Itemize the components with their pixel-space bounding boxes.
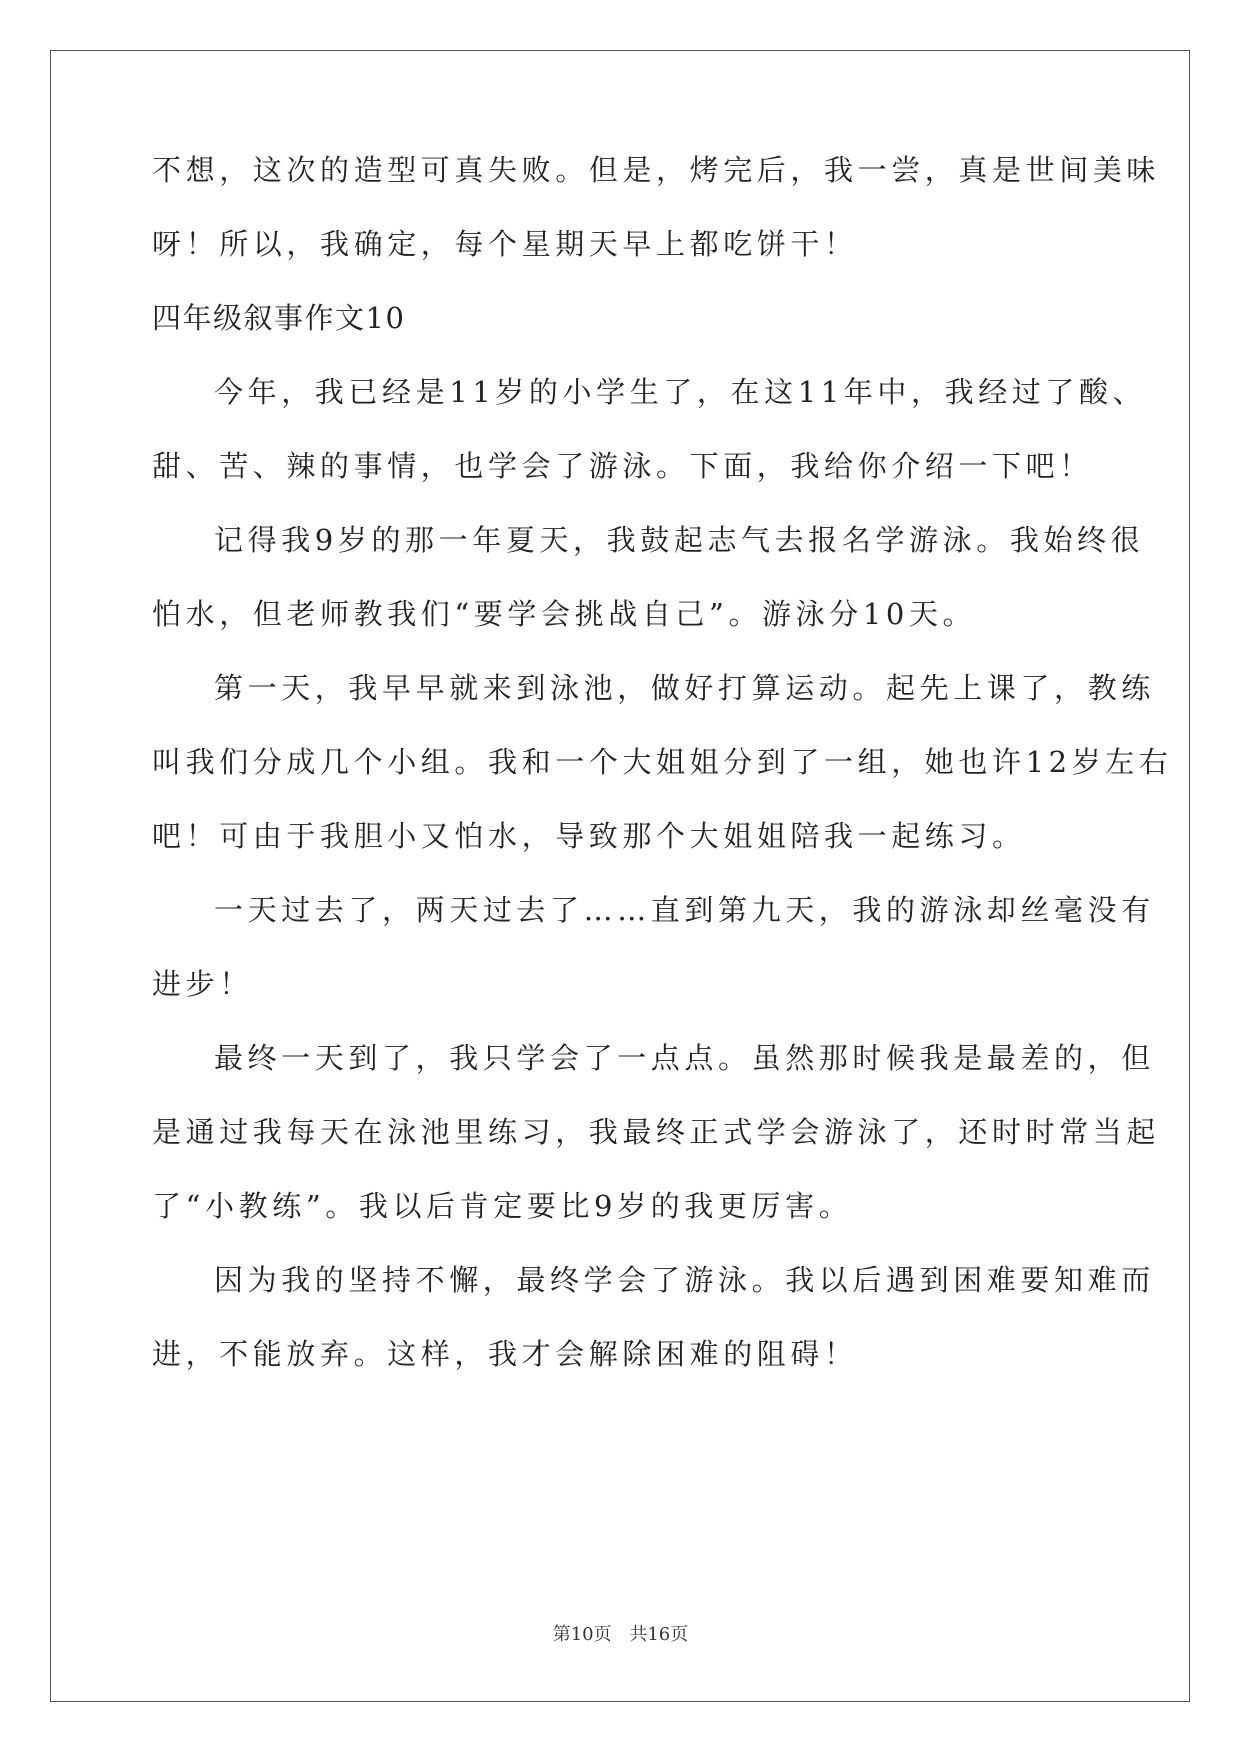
text-line: 不想，这次的造型可真失败。但是，烤完后，我一尝，真是世间美味 xyxy=(152,153,1161,187)
text-line: 呀！所以，我确定，每个星期天早上都吃饼干！ xyxy=(152,227,858,261)
essay-heading: 四年级叙事作文10 xyxy=(152,301,406,335)
paragraph-line: 甜、苦、辣的事情，也学会了游泳。下面，我给你介绍一下吧！ xyxy=(152,449,1093,483)
paragraph-line: 是通过我每天在泳池里练习，我最终正式学会游泳了，还时时常当起 xyxy=(152,1115,1161,1149)
paragraph-line: 叫我们分成几个小组。我和一个大姐姐分到了一组，她也许12岁左右 xyxy=(152,745,1173,779)
paragraph-line: 因为我的坚持不懈，最终学会了游泳。我以后遇到困难要知难而 xyxy=(214,1263,1155,1297)
paragraph-line: 最终一天到了，我只学会了一点点。虽然那时候我是最差的，但 xyxy=(214,1041,1155,1075)
page-total: 共16页 xyxy=(629,1624,689,1645)
paragraph-line: 吧！可由于我胆小又怕水，导致那个大姐姐陪我一起练习。 xyxy=(152,819,1026,853)
paragraph-line: 进步！ xyxy=(152,967,253,1001)
paragraph-line: 记得我9岁的那一年夏天，我鼓起志气去报名学游泳。我始终很 xyxy=(214,523,1145,557)
page-footer xyxy=(0,1620,1241,1646)
paragraph-line: 了“小教练”。我以后肯定要比9岁的我更厉害。 xyxy=(152,1189,853,1223)
paragraph-line: 怕水，但老师教我们“要学会挑战自己”。游泳分10天。 xyxy=(152,597,977,631)
paragraph-line: 第一天，我早早就来到泳池，做好打算运动。起先上课了，教练 xyxy=(214,671,1155,705)
paragraph-line: 今年，我已经是11岁的小学生了，在这11年中，我经过了酸、 xyxy=(214,375,1147,409)
page-number: 第10页 xyxy=(552,1624,612,1645)
paragraph-line: 进，不能放弃。这样，我才会解除困难的阻碍！ xyxy=(152,1337,858,1371)
paragraph-line: 一天过去了，两天过去了……直到第九天，我的游泳却丝毫没有 xyxy=(214,893,1155,927)
